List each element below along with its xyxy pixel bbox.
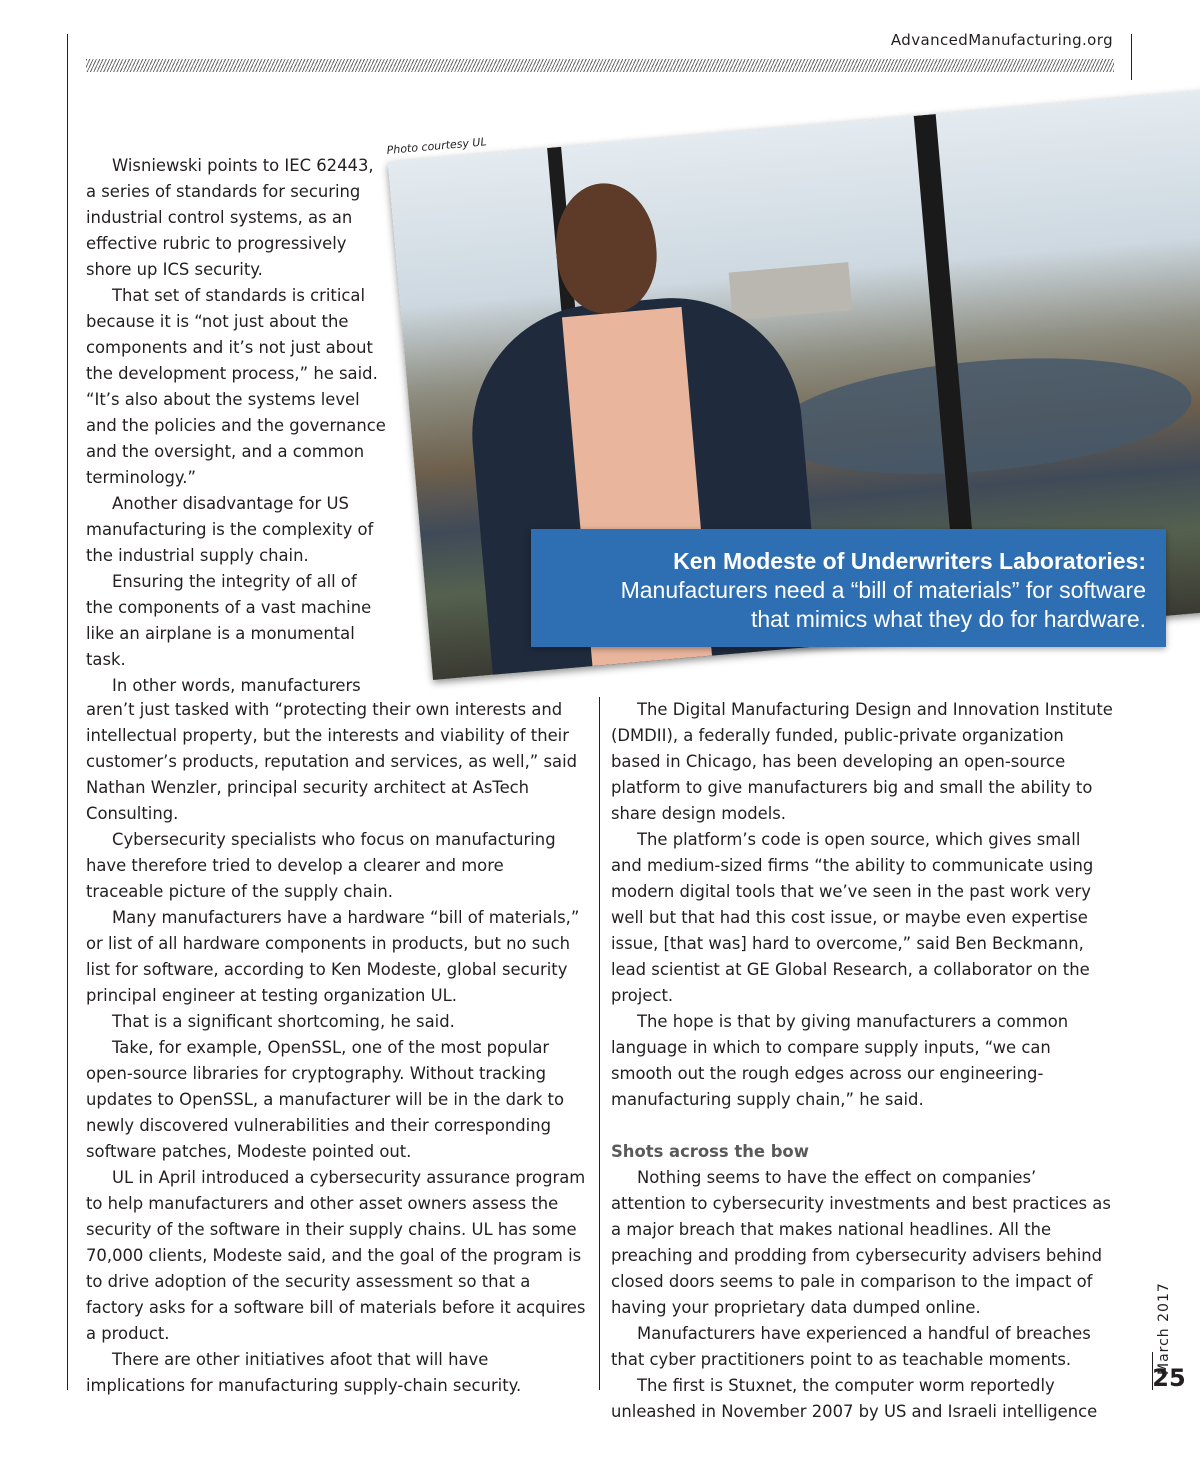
photo-building xyxy=(729,262,853,320)
paragraph: Wisniewski points to IEC 62443, a series of standards for securing industrial control systems, as an effective rubric to progressively shore up ICS security. xyxy=(86,156,374,279)
paragraph: The hope is that by giving manufacturers a common language in which to compare supply inputs, “we can smooth out the rough edges across our engineering-manufacturing supply chain,” he said. xyxy=(611,1012,1069,1109)
issue-date: March 2017 xyxy=(1156,1282,1172,1375)
page-number: 25 xyxy=(1152,1364,1186,1392)
paragraph: That is a significant shortcoming, he said. xyxy=(112,1012,455,1031)
paragraph: Manufacturers have experienced a handful of breaches that cyber practitioners point to as teachable moments. xyxy=(611,1324,1091,1369)
article-left-column xyxy=(86,697,586,1399)
paragraph: That set of standards is critical because it is “not just about the components and it’s not just about the development process,” he said. “It’s also about the systems level and the policies and the governance and the oversight, and a common terminology.” xyxy=(86,286,386,487)
column-divider xyxy=(599,697,600,1390)
article-right-column xyxy=(611,697,1116,1425)
paragraph: Cybersecurity specialists who focus on manufacturing have therefore tried to develop a clearer and more traceable picture of the supply chain. xyxy=(86,830,556,901)
paragraph: There are other initiatives afoot that will have implications for manufacturing supply-chain security. xyxy=(86,1350,522,1395)
paragraph: Ensuring the integrity of all of the components of a vast machine like an airplane is a monumental task. xyxy=(86,572,372,669)
paragraph: The first is Stuxnet, the computer worm reportedly unleashed in November 2007 by US and Israeli intelligence xyxy=(611,1376,1098,1421)
caption-title: Ken Modeste of Underwriters Laboratories: xyxy=(673,548,1146,574)
caption-text-line: Manufacturers need a “bill of materials” for software xyxy=(620,577,1146,603)
photo-caption xyxy=(531,529,1166,647)
article-top-column xyxy=(86,153,386,699)
header-hatch-bar xyxy=(86,59,1114,72)
paragraph: aren’t just tasked with “protecting their own interests and intellectual property, but the interests and viability of their customer’s products, reputation and services, as well,” said Nathan Wenzler, principal security architect at AsTech Consulting. xyxy=(86,700,578,823)
section-subhead: Shots across the bow xyxy=(611,1142,809,1161)
caption-text-line: that mimics what they do for hardware. xyxy=(751,606,1146,632)
paragraph: The Digital Manufacturing Design and Innovation Institute (DMDII), a federally funded, public-private organization based in Chicago, has been developing an open-source platform to give manufacturers big and small the ability to share design models. xyxy=(611,700,1113,823)
paragraph: Another disadvantage for US manufacturing is the complexity of the industrial supply chain. xyxy=(86,494,374,565)
paragraph: UL in April introduced a cybersecurity assurance program to help manufacturers and other asset owners assess the security of the software in their supply chains. UL has some 70,000 clients, Modeste said, and the goal of the program is to drive adoption of the security assessment so that a factory asks for a software bill of materials before it acquires a product. xyxy=(86,1168,586,1343)
paragraph: Take, for example, OpenSSL, one of the most popular open-source libraries for cryptography. Without tracking updates to OpenSSL, a manufacturer will be in the dark to newly discovered vulnerabilities and their corresponding software patches, Modeste pointed out. xyxy=(86,1038,564,1161)
paragraph: In other words, manufacturers xyxy=(112,676,361,695)
photo-credit: Photo courtesy UL xyxy=(386,135,488,157)
left-margin-rule xyxy=(67,34,68,1390)
paragraph: Many manufacturers have a hardware “bill of materials,” or list of all hardware components in products, but no such list for software, according to Ken Modeste, global security principal engineer at testing organization UL. xyxy=(86,908,580,1005)
photo-lake xyxy=(768,343,1196,489)
paragraph: Nothing seems to have the effect on companies’ attention to cybersecurity investments and best practices as a major breach that makes national headlines. All the preaching and prodding from cybersecurity advisers behind closed doors seems to pale in comparison to the impact of having your proprietary data dumped online. xyxy=(611,1168,1111,1317)
paragraph: The platform’s code is open source, which gives small and medium-sized firms “the ability to communicate using modern digital tools that we’ve seen in the past work very well but that had this cost issue, or maybe even expertise issue, [that was] hard to overcome,” said Ben Beckmann, lead scientist at GE Global Research, a collaborator on the project. xyxy=(611,830,1094,1005)
right-header-rule xyxy=(1131,34,1132,80)
site-url[interactable]: AdvancedManufacturing.org xyxy=(890,31,1113,49)
